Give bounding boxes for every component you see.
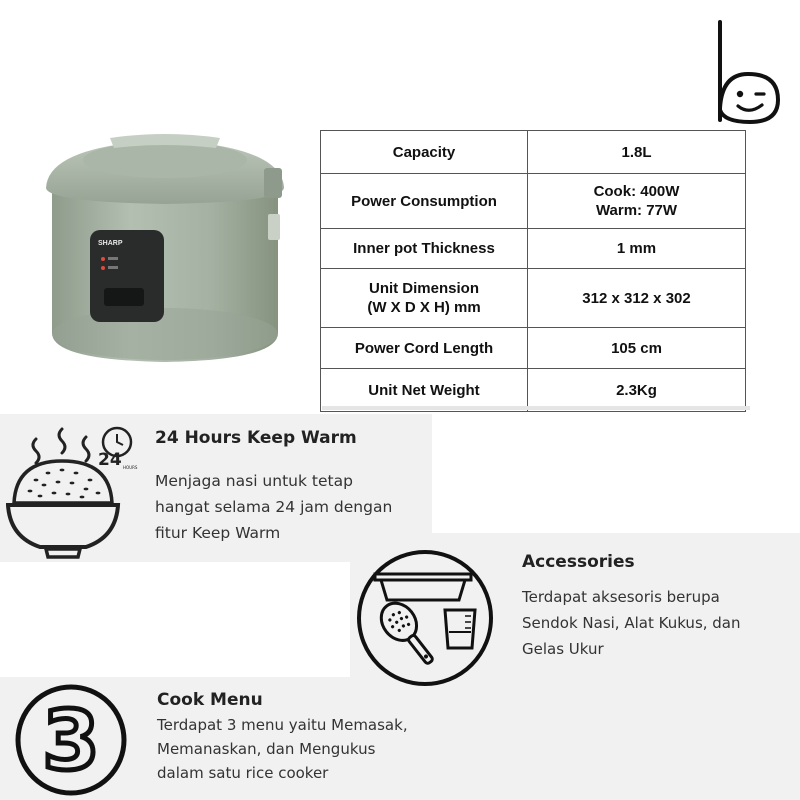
spec-table [320,130,746,412]
spec-label: Unit Net Weight [321,369,528,412]
cook-menu-description [157,713,408,785]
spec-label-line: (W X D X H) mm [367,299,481,316]
desc-line: Memanaskan, dan Mengukus [157,740,376,758]
brand-logo-icon [712,18,792,128]
spec-value [528,174,746,229]
hours-number: 24 [98,450,122,470]
desc-line: fitur Keep Warm [155,524,281,542]
desc-line: Terdapat aksesoris berupa [522,588,720,606]
table-row [321,229,746,269]
spec-value: 1.8L [528,131,746,174]
accessories-title: Accessories [522,552,635,572]
spec-label: Capacity [321,131,528,174]
table-shadow [322,406,750,410]
spec-label: Inner pot Thickness [321,229,528,269]
menu-count: 3 [42,694,100,789]
accessories-icon [355,548,495,688]
spec-value: 312 x 312 x 302 [528,269,746,328]
desc-line: Gelas Ukur [522,640,604,658]
table-row [321,131,746,174]
desc-line: Sendok Nasi, Alat Kukus, dan [522,614,741,632]
spec-value-line: Warm: 77W [595,202,678,219]
brand-text: SHARP [98,240,123,247]
spec-label: Power Cord Length [321,328,528,369]
desc-line: Terdapat 3 menu yaitu Memasak, [157,716,408,734]
spec-label [321,269,528,328]
accessories-description [522,584,741,662]
table-row [321,269,746,328]
number-three-icon [14,683,129,798]
spec-value: 1 mm [528,229,746,269]
keep-warm-description [155,468,392,546]
desc-line: hangat selama 24 jam dengan [155,498,393,516]
rice-bowl-steam-icon [6,425,141,560]
spec-value-line: Cook: 400W [593,183,680,200]
keep-warm-title: 24 Hours Keep Warm [155,428,357,448]
desc-line: dalam satu rice cooker [157,764,329,782]
table-row [321,328,746,369]
spec-value: 105 cm [528,328,746,369]
cook-menu-title: Cook Menu [157,690,263,710]
hours-label: HOURS [123,465,138,470]
rice-cooker-image [40,128,290,378]
desc-line: Menjaga nasi untuk tetap [155,472,353,490]
spec-label-line: Unit Dimension [368,280,479,297]
spec-label: Power Consumption [321,174,528,229]
spec-value: 2.3Kg [528,369,746,412]
table-row [321,174,746,229]
